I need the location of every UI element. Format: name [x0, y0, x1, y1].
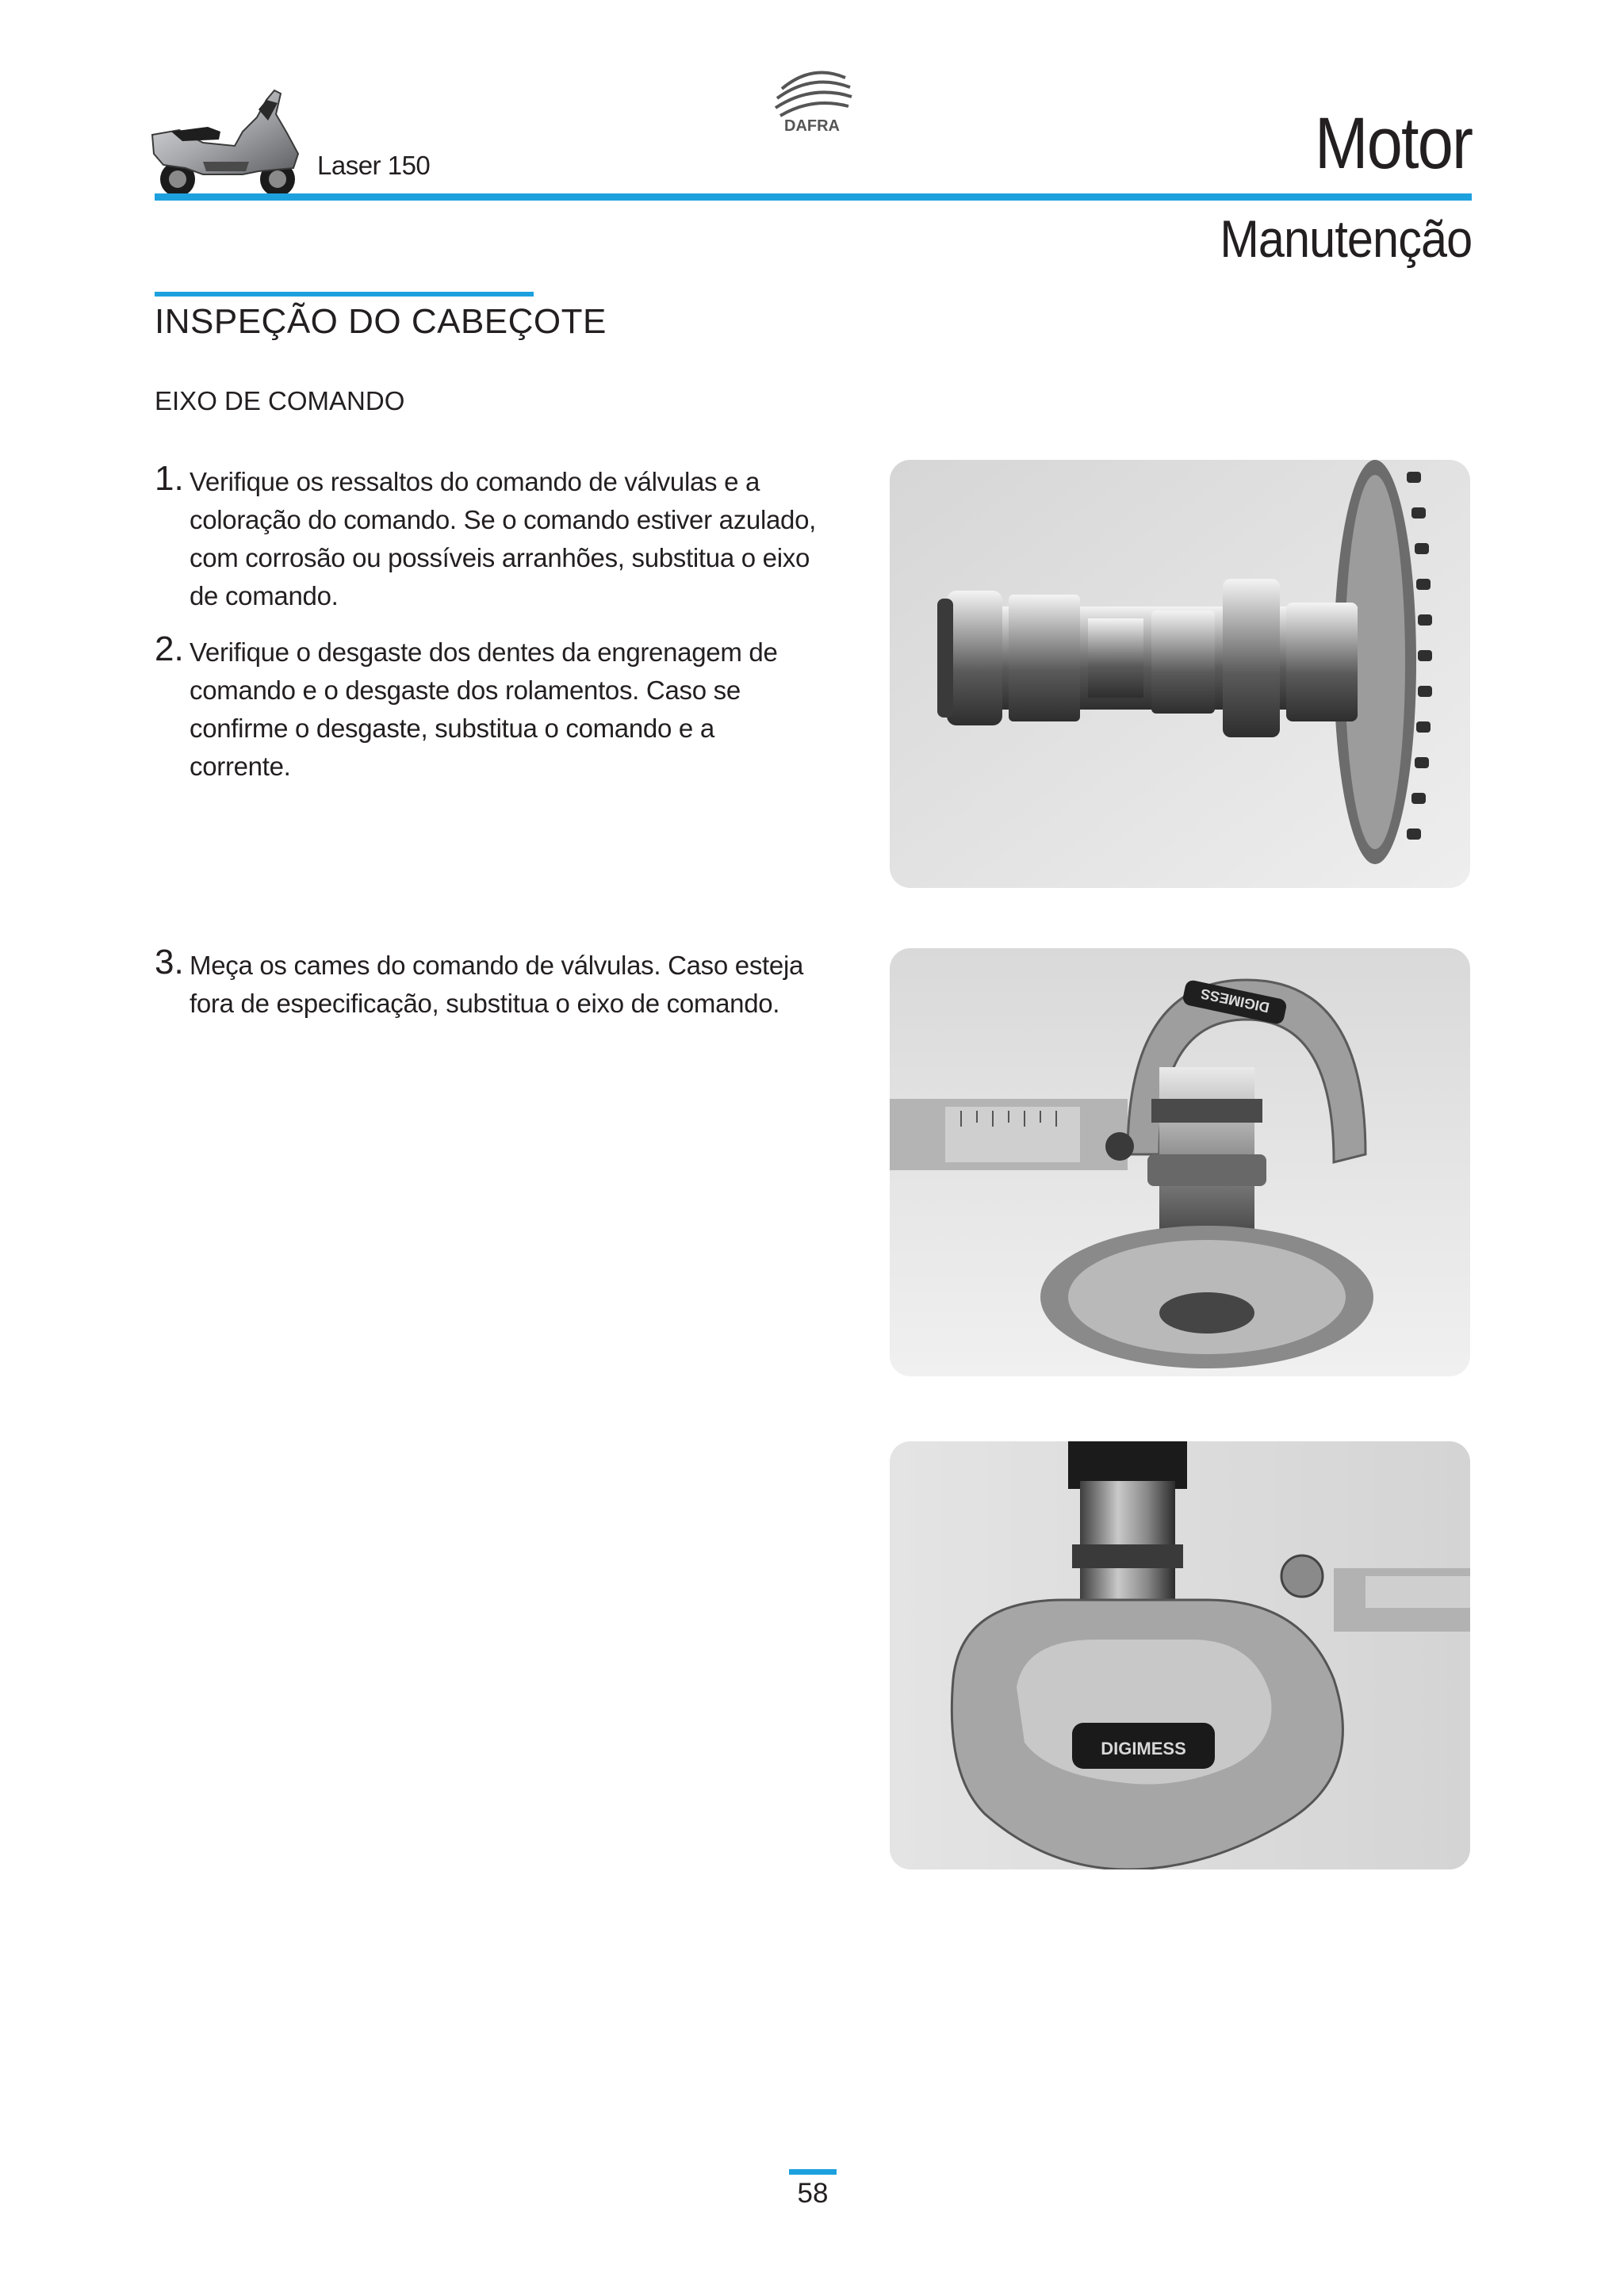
model-label: Laser 150	[317, 151, 431, 180]
svg-text:DIGIMESS: DIGIMESS	[1101, 1739, 1186, 1758]
page-number: 58	[797, 2178, 829, 2209]
step-number: 3.	[155, 943, 184, 982]
dafra-logo	[766, 57, 858, 133]
svg-text:DIGIMESS: DIGIMESS	[1199, 985, 1271, 1016]
header-divider	[155, 193, 1472, 201]
step-3	[155, 943, 821, 1023]
section-divider	[155, 292, 534, 297]
footer-divider	[789, 2169, 837, 2175]
step-1	[155, 460, 821, 615]
step-number: 2.	[155, 629, 184, 668]
step-2	[155, 630, 821, 786]
step-text: Verifique o desgaste dos dentes da engrenagem de comando e o desgaste dos rolamentos. Caso se confirme o desgaste, substitua o comando e a corrente.	[190, 637, 778, 781]
scooter-image	[147, 86, 308, 198]
micrometer-closeup-photo	[890, 1441, 1470, 1869]
camshaft-photo	[890, 460, 1470, 888]
section-title: INSPEÇÃO DO CABEÇOTE	[155, 302, 607, 341]
svg-text:DAFRA: DAFRA	[784, 117, 840, 133]
step-number: 1.	[155, 459, 184, 498]
header-subtitle: Manutenção	[1220, 209, 1472, 268]
step-text: Verifique os ressaltos do comando de válvulas e a coloração do comando. Se o comando estiver azulado, com corrosão ou possíveis arranhões, substitua o eixo de comando.	[190, 467, 817, 610]
subsection-title: EIXO DE COMANDO	[155, 386, 405, 415]
step-text: Meça os cames do comando de válvulas. Caso esteja fora de especificação, substitua o eixo de comando.	[190, 951, 804, 1018]
micrometer-measurement-photo	[890, 948, 1470, 1376]
header-title: Motor	[1314, 103, 1472, 184]
